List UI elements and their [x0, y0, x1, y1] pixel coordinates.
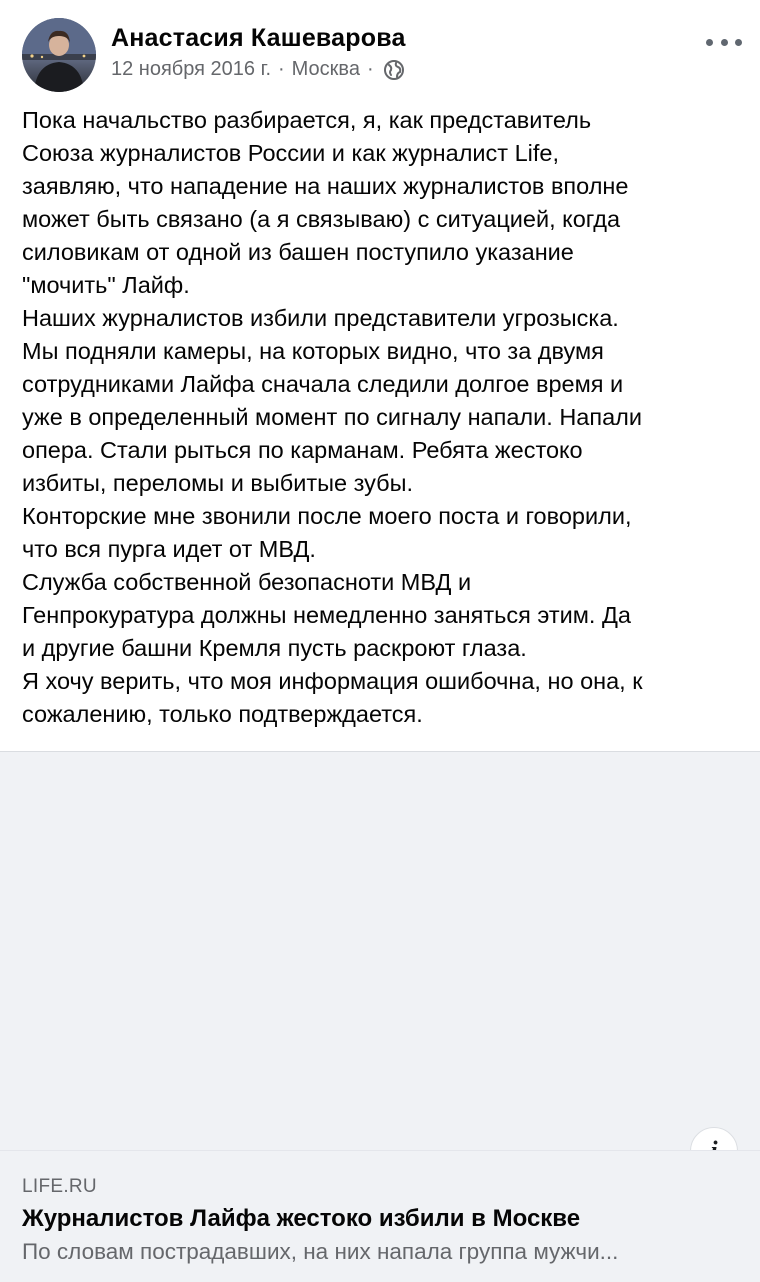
post-text-line: что вся пурга идет от МВД. — [22, 536, 316, 562]
post-text-line: Служба собственной безопасноти МВД и — [22, 569, 472, 595]
post-date[interactable]: 12 ноября 2016 г. — [111, 58, 271, 80]
post-location[interactable]: Москва — [291, 58, 360, 80]
link-description: По словам пострадавших, на них напала группа мужчи... — [22, 1239, 619, 1264]
post-text-line: сожалению, только подтверждается. — [22, 701, 423, 727]
link-preview-meta[interactable] — [0, 1150, 760, 1282]
post-text-line: Пока начальство разбирается, я, как представитель — [22, 107, 592, 133]
post-header — [0, 0, 760, 100]
link-title[interactable]: Журналистов Лайфа жестоко избили в Москве — [22, 1205, 581, 1232]
post-text-line: Генпрокуратура должны немедленно заняться этим. Да — [22, 602, 631, 628]
link-domain: LIFE.RU — [22, 1176, 97, 1197]
post-text-line: может быть связано (а я связываю) с ситуацией, когда — [22, 206, 621, 232]
globe-icon — [383, 59, 405, 81]
meta-separator: · — [278, 58, 285, 80]
post-text-line: Мы подняли камеры, на которых видно, что за двумя — [22, 338, 604, 364]
more-options-icon[interactable] — [706, 36, 742, 48]
post-text-line: силовикам от одной из башен поступило указание — [22, 239, 574, 265]
post-text-line: и другие башни Кремля пусть раскроют глаза. — [22, 635, 527, 661]
post-text-line: сотрудниками Лайфа сначала следили долгое время и — [22, 371, 624, 397]
meta-separator-2: · — [366, 58, 374, 80]
author-name[interactable]: Анастасия Кашеварова — [111, 24, 406, 52]
post-text-line: уже в определенный момент по сигналу напали. Напали — [22, 404, 642, 430]
link-preview-card[interactable] — [0, 751, 760, 1281]
post-text-line: заявляю, что нападение на наших журналистов вполне — [22, 173, 629, 199]
post-text-line: избиты, переломы и выбитые зубы. — [22, 470, 413, 496]
link-preview-image[interactable] — [0, 752, 760, 1150]
author-avatar[interactable] — [22, 18, 96, 92]
post-text-line: Наших журналистов избили представители угрозыска. — [22, 305, 619, 331]
post-text-line: "мочить" Лайф. — [22, 272, 190, 298]
post-text-line: Я хочу верить, что моя информация ошибочна, но она, к — [22, 668, 643, 694]
post-text-line: Конторские мне звонили после моего поста и говорили, — [22, 503, 632, 529]
post-text-line: Союза журналистов России и как журналист Life, — [22, 140, 560, 166]
post-text-line: опера. Стали рыться по карманам. Ребята жестоко — [22, 437, 583, 463]
post-meta — [111, 58, 405, 81]
post-body — [22, 104, 742, 731]
